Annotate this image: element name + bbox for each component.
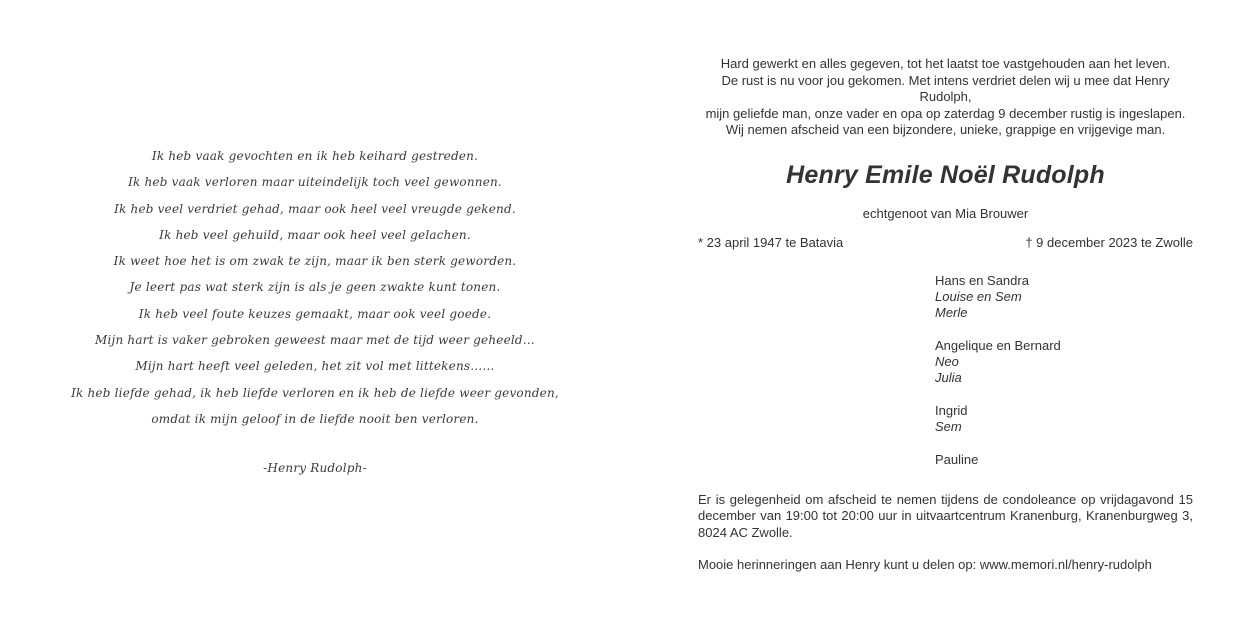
poem-line: Ik heb liefde gehad, ik heb liefde verloren en ik heb de liefde weer gevonden, xyxy=(71,385,559,400)
poem-line: Ik heb vaak verloren maar uiteindelijk toch veel gewonnen. xyxy=(128,175,502,190)
poem-line: Ik heb veel gehuild, maar ook heel veel gelachen. xyxy=(159,227,471,242)
announcement xyxy=(698,56,1193,574)
birth-date: * 23 april 1947 te Batavia xyxy=(698,234,844,250)
intro-line: De rust is nu voor jou gekomen. Met intens verdriet delen wij u mee dat Henry Rudolph, xyxy=(721,72,1170,104)
poem-line: Mijn hart is vaker gebroken geweest maar met de tijd weer geheeld… xyxy=(95,333,535,348)
poem-line: Ik heb veel verdriet gehad, maar ook heel veel vreugde gekend. xyxy=(114,201,516,216)
child-name: Ingrid xyxy=(935,402,968,418)
family-list xyxy=(935,273,1193,468)
poem-line: Ik heb vaak gevochten en ik heb keihard gestreden. xyxy=(151,149,479,163)
poem-line: Mijn hart heeft veel geleden, het zit vol met littekens…… xyxy=(135,359,495,374)
death-date: † 9 december 2023 te Zwolle xyxy=(1025,234,1193,250)
grandchild-name: Sem xyxy=(935,418,962,434)
intro-line: Wij nemen afscheid van een bijzondere, unieke, grappige en vrijgevige man. xyxy=(725,122,1166,137)
intro-text xyxy=(698,56,1193,139)
poem-line: Ik heb veel foute keuzes gemaakt, maar ook veel goede. xyxy=(138,306,492,321)
spouse-line: echtgenoot van Mia Brouwer xyxy=(862,205,1029,221)
grandchild-name: Louise en Sem xyxy=(935,288,1022,304)
poem-author: -Henry Rudolph- xyxy=(263,461,367,476)
grandchild-name: Neo xyxy=(935,353,959,369)
grandchild-name: Julia xyxy=(935,369,962,385)
poem-lines xyxy=(60,146,570,435)
poem-line: Je leert pas wat sterk zijn is als je geen zwakte kunt tonen. xyxy=(129,280,501,295)
intro-line: mijn geliefde man, onze vader en opa op zaterdag 9 december rustig is ingeslapen. xyxy=(705,105,1186,121)
grandchild-name: Merle xyxy=(935,304,968,320)
child-name: Pauline xyxy=(935,451,979,467)
family-group xyxy=(935,273,1193,321)
poem-line: Ik weet hoe het is om zwak te zijn, maar ik ben sterk geworden. xyxy=(113,254,517,269)
condolence-notice: Er is gelegenheid om afscheid te nemen tijdens de condoleance op vrijdagavond 15 december van 19:00 tot 20:00 uur in uitvaartcentrum Kranenburg, Kranenburgweg 3, 8024 AC Zwolle. xyxy=(698,491,1193,540)
poem xyxy=(60,146,570,475)
poem-line: omdat ik mijn geloof in de liefde nooit ben verloren. xyxy=(151,411,479,426)
family-group xyxy=(935,403,1193,435)
dates-row xyxy=(698,235,1193,253)
deceased-name: Henry Emile Noël Rudolph xyxy=(786,160,1105,189)
intro-line: Hard gewerkt en alles gegeven, tot het laatst toe vastgehouden aan het leven. xyxy=(720,56,1171,71)
family-group xyxy=(935,338,1193,386)
family-group xyxy=(935,452,1193,468)
memori-link-text: Mooie herinneringen aan Henry kunt u delen op: www.memori.nl/henry-rudolph xyxy=(698,557,1152,572)
child-name: Hans en Sandra xyxy=(935,272,1029,288)
child-name: Angelique en Bernard xyxy=(935,337,1061,353)
